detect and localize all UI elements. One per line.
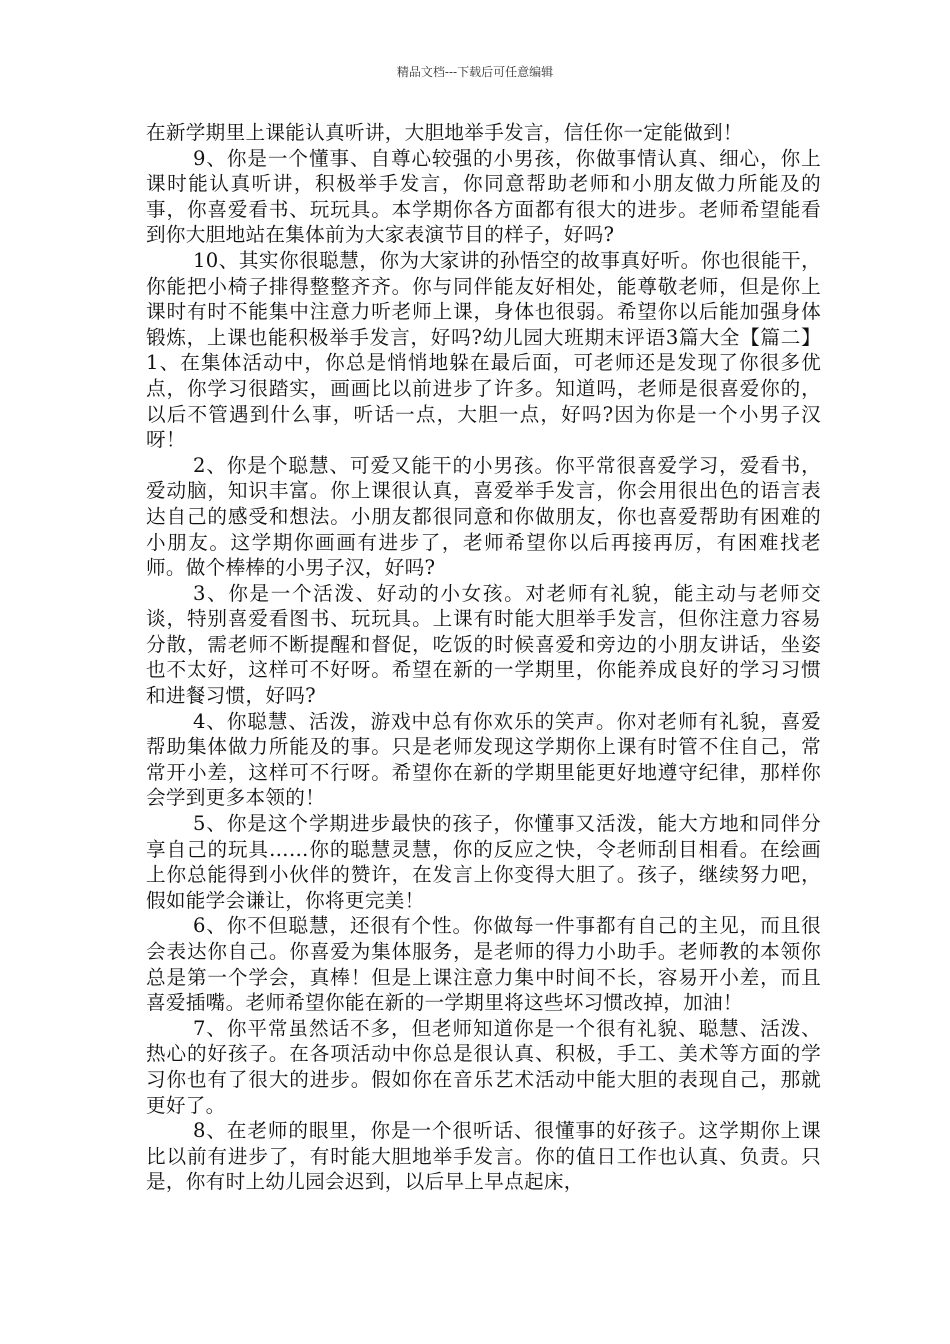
paragraph: 10、其实你很聪慧，你为大家讲的孙悟空的故事真好听。你也很能干，你能把小椅子排得整整齐齐。你与同伴能友好相处，能尊敬老师，但是你上课时有时不能集中注意力听老师上课，身体也很弱。希望你以后能加强身体锻炼，上课也能积极举手发言，好吗?幼儿园大班期末评语3篇大全【篇二】1、在集体活动中，你总是悄悄地躲在最后面，可老师还是发现了你很多优点，你学习很踏实，画画比以前进步了许多。知道吗，老师是很喜爱你的，以后不管遇到什么事，听话一点，大胆一点，好吗?因为你是一个小男子汉呀！ xyxy=(146,248,821,452)
paragraph: 9、你是一个懂事、自尊心较强的小男孩，你做事情认真、细心，你上课时能认真听讲，积极举手发言，你同意帮助老师和小朋友做力所能及的事，你喜爱看书、玩玩具。本学期你各方面都有很大的进步。老师希望能看到你大胆地站在集体前为大家表演节目的样子，好吗? xyxy=(146,146,821,247)
paragraph: 6、你不但聪慧，还很有个性。你做每一件事都有自己的主见，而且很会表达你自己。你喜爱为集体服务，是老师的得力小助手。老师教的本领你总是第一个学会，真棒！但是上课注意力集中时间不长，容易开小差，而且喜爱插嘴。老师希望你能在新的一学期里将这些坏习惯改掉，加油！ xyxy=(146,914,821,1015)
document-body xyxy=(146,120,821,1195)
paragraph: 4、你聪慧、活泼，游戏中总有你欢乐的笑声。你对老师有礼貌，喜爱帮助集体做力所能及的事。只是老师发现这学期你上课有时管不住自己，常常开小差，这样可不行呀。希望你在新的学期里能更好地遵守纪律，那样你会学到更多本领的！ xyxy=(146,709,821,810)
paragraph: 3、你是一个活泼、好动的小女孩。对老师有礼貌，能主动与老师交谈，特别喜爱看图书、玩玩具。上课有时能大胆举手发言，但你注意力容易分散，需老师不断提醒和督促，吃饭的时候喜爱和旁边的小朋友讲话，坐姿也不太好，这样可不好呀。希望在新的一学期里，你能养成良好的学习习惯和进餐习惯，好吗? xyxy=(146,581,821,708)
paragraph: 8、在老师的眼里，你是一个很听话、很懂事的好孩子。这学期你上课比以前有进步了，有时能大胆地举手发言。你的值日工作也认真、负责。只是，你有时上幼儿园会迟到，以后早上早点起床， xyxy=(146,1119,821,1194)
paragraph: 2、你是个聪慧、可爱又能干的小男孩。你平常很喜爱学习，爱看书，爱动脑，知识丰富。你上课很认真，喜爱举手发言，你会用很出色的语言表达自己的感受和想法。小朋友都很同意和你做朋友，你也喜爱帮助有困难的小朋友。这学期你画画有进步了，老师希望你以后再接再厉，有困难找老师。做个棒棒的小男子汉，好吗? xyxy=(146,453,821,580)
paragraph: 在新学期里上课能认真听讲，大胆地举手发言，信任你一定能做到！ xyxy=(146,121,743,144)
page-header: 精品文档---下载后可任意编辑 xyxy=(396,65,554,79)
paragraph: 5、你是这个学期进步最快的孩子，你懂事又活泼，能大方地和同伴分享自己的玩具……你的聪慧灵慧，你的反应之快，令老师刮目相看。在绘画上你总能得到小伙伴的赞许，在发言上你变得大胆了。孩子，继续努力吧，假如能学会谦让，你将更完美！ xyxy=(146,812,821,912)
paragraph: 7、你平常虽然话不多，但老师知道你是一个很有礼貌、聪慧、活泼、热心的好孩子。在各项活动中你总是很认真、积极，手工、美术等方面的学习你也有了很大的进步。假如你在音乐艺术活动中能大胆的表现自己，那就更好了。 xyxy=(146,1016,821,1117)
